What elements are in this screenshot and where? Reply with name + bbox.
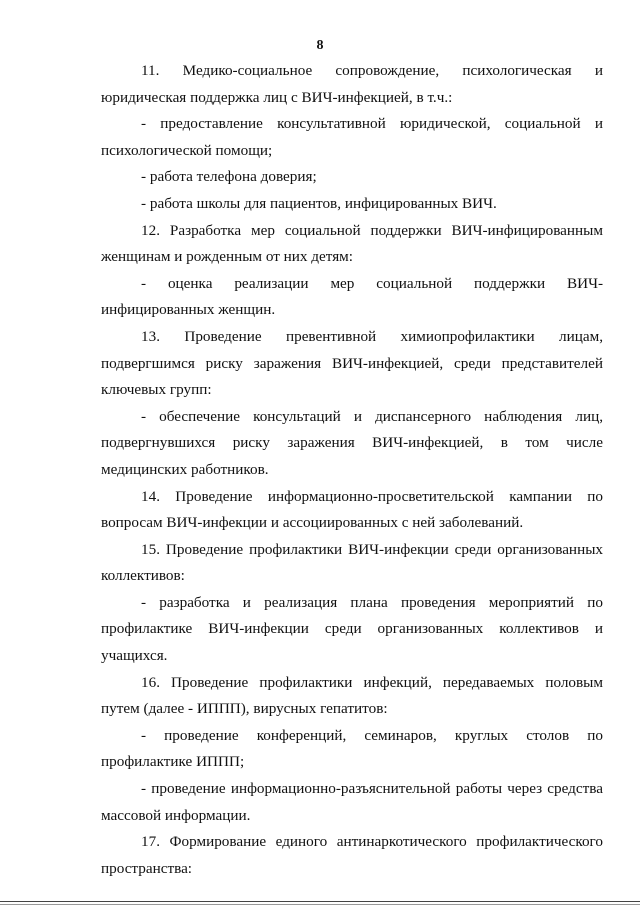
- list-item-media-work: - проведение информационно-разъяснительной работы через средства массовой информации.: [101, 780, 603, 824]
- list-item-prevention-plan: - разработка и реализация плана проведения мероприятий по профилактике ВИЧ-инфекции среди организованных коллективов и учащихся.: [101, 593, 603, 665]
- list-item-support-assessment: - оценка реализации мер социальной поддержки ВИЧ-инфицированных женщин.: [101, 274, 603, 319]
- bottom-scan-edge: [0, 901, 640, 902]
- list-item-consultations: - обеспечение консультаций и диспансерного наблюдения лиц, подвергнувшихся риску заражения ВИЧ-инфекцией, в том числе медицинских работников.: [101, 407, 603, 478]
- list-item-patient-school: - работа школы для пациентов, инфицированных ВИЧ.: [141, 194, 497, 212]
- paragraph-item-12: 12. Разработка мер социальной поддержки ВИЧ-инфицированным женщинам и рожденным от них детям:: [101, 221, 603, 266]
- paragraph-item-17: 17. Формирование единого антинаркотического профилактического пространства:: [101, 833, 603, 877]
- paragraph-item-11: 11. Медико-социальное сопровождение, психологическая и юридическая поддержка лиц с ВИЧ-инфекцией, в т.ч.:: [101, 62, 603, 106]
- list-item-legal-social-psych-help: - предоставление консультативной юридической, социальной и психологической помощи;: [101, 115, 603, 159]
- list-item-hotline: - работа телефона доверия;: [141, 168, 317, 186]
- page-number: 8: [316, 38, 324, 53]
- paragraph-item-13: 13. Проведение превентивной химиопрофилактики лицам, подвергшимся риску заражения ВИЧ-инфекцией, среди представителей ключевых групп:: [101, 327, 603, 399]
- list-item-conferences: - проведение конференций, семинаров, круглых столов по профилактике ИППП;: [101, 726, 603, 771]
- document-body: [101, 58, 603, 882]
- paragraph-item-16: 16. Проведение профилактики инфекций, передаваемых половым путем (далее - ИППП), вирусных гепатитов:: [101, 673, 603, 718]
- paragraph-item-15: 15. Проведение профилактики ВИЧ-инфекции среди организованных коллективов:: [101, 540, 603, 585]
- paragraph-item-14: 14. Проведение информационно-просветительской кампании по вопросам ВИЧ-инфекции и ассоциированных с ней заболеваний.: [101, 487, 603, 532]
